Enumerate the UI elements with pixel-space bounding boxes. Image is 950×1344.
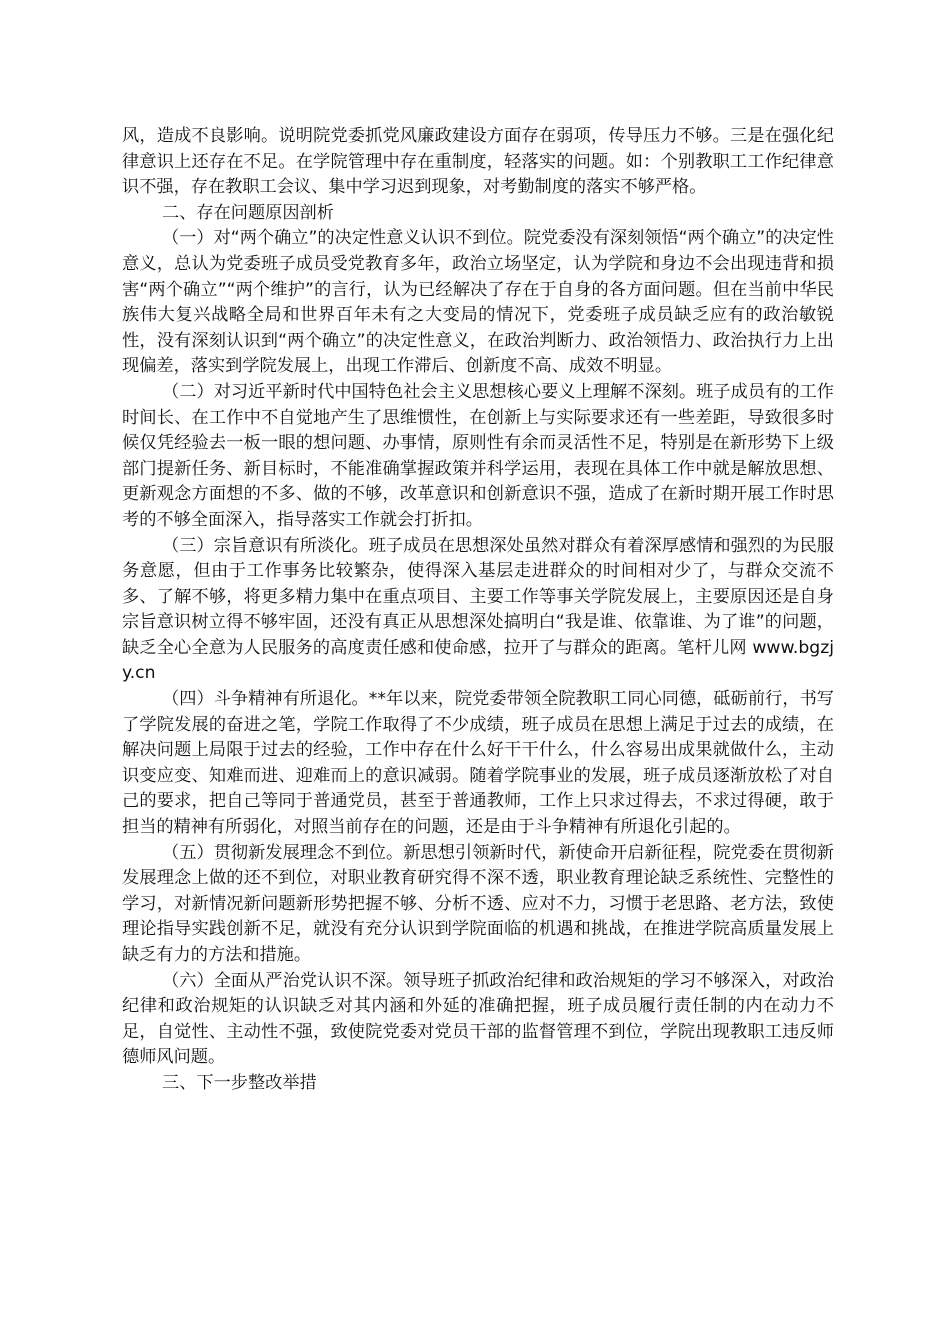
paragraph-cause-4: （四）斗争精神有所退化。**年以来，院党委带领全院教职工同心同德，砥砺前行，书写了学院发展的奋进之笔，学院工作取得了不少成绩，班子成员在思想上满足于过去的成绩，在解决问题上局限于过去的经验，工作中存在什么好干干什么，什么容易出成果就做什么，主动识变应变、知难而进、迎难而上的意识减弱。随着学院事业的发展，班子成员逐渐放松了对自己的要求，把自己等同于普通党员，甚至于普通教师，工作上只求过得去，不求过得硬，敢于担当的精神有所弱化，对照当前存在的问题，还是由于斗争精神有所退化引起的。 xyxy=(122,689,834,838)
paragraph-cause-3: （三）宗旨意识有所淡化。班子成员在思想深处虽然对群众有着深厚感情和强烈的为民服务意愿，但由于工作事务比较繁杂，使得深入基层走进群众的时间相对少了，与群众交流不多、了解不够，将更多精力集中在重点项目、主要工作等事关学院发展上，主要原因还是自身宗旨意识树立得不够牢固，还没有真正从思想深处搞明白“我是谁、依靠谁、为了谁”的问题，缺乏全心全意为人民服务的高度责任感和使命感，拉开了与群众的距离。笔杆儿网 www.bgzjy.cn xyxy=(122,535,834,684)
paragraph-cause-5: （五）贯彻新发展理念不到位。新思想引领新时代，新使命开启新征程，院党委在贯彻新发展理念上做的还不到位，对职业教育研究得不深不透，职业教育理论缺乏系统性、完整性的学习，对新情况新问题新形势把握不够、分析不透、应对不力，习惯于老思路、老方法，致使理论指导实践创新不足，就没有充分认识到学院面临的机遇和挑战，在推进学院高质量发展上缺乏有力的方法和措施。 xyxy=(122,842,834,965)
paragraph-cause-1: （一）对“两个确立”的决定性意义认识不到位。院党委没有深刻领悟“两个确立”的决定性意义，总认为党委班子成员受党教育多年，政治立场坚定，认为学院和身边不会出现违背和损害“两个确立”“两个维护”的言行，认为已经解决了存在于自身的各方面问题。但在当前中华民族伟大复兴战略全局和世界百年未有之大变局的情况下，党委班子成员缺乏应有的政治敏锐性，没有深刻认识到“两个确立”的决定性意义，在政治判断力、政治领悟力、政治执行力上出现偏差，落实到学院发展上，出现工作滞后、创新度不高、成效不明显。 xyxy=(122,228,834,377)
section-heading-3: 三、下一步整改举措 xyxy=(162,1072,317,1093)
document-page xyxy=(122,124,834,1097)
paragraph-continuation: 风，造成不良影响。说明院党委抓党风廉政建设方面存在弱项，传导压力不够。三是在强化纪律意识上还存在不足。在学院管理中存在重制度，轻落实的问题。如：个别教职工工作纪律意识不强，存在教职工会议、集中学习迟到现象，对考勤制度的落实不够严格。 xyxy=(122,126,834,198)
section-heading-2: 二、存在问题原因剖析 xyxy=(162,202,334,223)
paragraph-cause-2: （二）对习近平新时代中国特色社会主义思想核心要义上理解不深刻。班子成员有的工作时间长、在工作中不自觉地产生了思维惯性，在创新上与实际要求还有一些差距，导致很多时候仅凭经验去一板一眼的想问题、办事情，原则性有余而灵活性不足，特别是在新形势下上级部门提新任务、新目标时，不能准确掌握政策并科学运用，表现在具体工作中就是解放思想、更新观念方面想的不多、做的不够，改革意识和创新意识不强，造成了在新时期开展工作时思考的不够全面深入，指导落实工作就会打折扣。 xyxy=(122,381,834,530)
paragraph-cause-6: （六）全面从严治党认识不深。领导班子抓政治纪律和政治规矩的学习不够深入，对政治纪律和政治规矩的认识缺乏对其内涵和外延的准确把握，班子成员履行责任制的内在动力不足，自觉性、主动性不强，致使院党委对党员干部的监督管理不到位，学院出现教职工违反师德师风问题。 xyxy=(122,970,834,1068)
